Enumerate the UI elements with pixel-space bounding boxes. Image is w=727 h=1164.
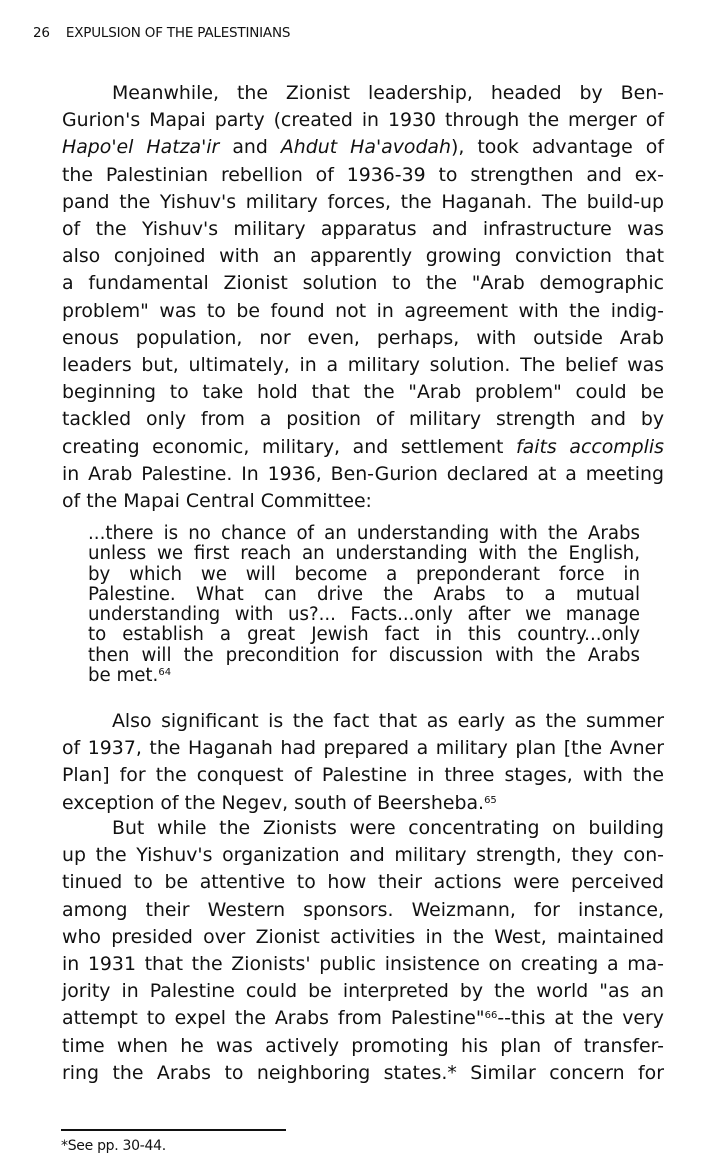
p3-line-4: among their Western sponsors. Weizmann, for instance,	[62, 898, 664, 921]
p1-line-5: pand the Yishuv's military forces, the Haganah. The build-up	[62, 190, 664, 213]
p3-line-10: ring the Arabs to neighboring states.* Similar concern for	[62, 1061, 664, 1084]
p1-line-13: tackled only from a position of military strength and by	[62, 408, 664, 431]
running-title: EXPULSION OF THE PALESTINIANS	[65, 25, 291, 41]
p2-line-2: of 1937, the Haganah had prepared a military plan [the Avner	[62, 737, 664, 760]
page-number: 26	[33, 25, 50, 41]
footnote: *See pp. 30-44.	[61, 1138, 166, 1154]
p1-line-16: of the Mapai Central Committee:	[62, 490, 372, 513]
quote-line-8: be met.$^{64}$	[88, 665, 172, 687]
running-header	[33, 25, 290, 41]
p3-line-3: tinued to be attentive to how their actions were perceived	[62, 871, 664, 894]
p1-line-4: the Palestinian rebellion of 1936-39 to strengthen and ex-	[62, 163, 664, 186]
p1-line-2: Gurion's Mapai party (created in 1930 through the merger of	[62, 109, 664, 132]
p2-line-4: exception of the Negev, south of Beersheba.$^{65}$	[62, 791, 497, 814]
quote-line-5: understanding with us?... Facts...only after we manage	[88, 604, 640, 626]
paragraph-2	[62, 708, 664, 817]
p1-line-6: of the Yishuv's military apparatus and infrastructure was	[62, 218, 664, 241]
p3-line-2: up the Yishuv's organization and military strength, they con-	[62, 844, 664, 867]
footnote-ref-64[interactable]: 64	[158, 667, 172, 679]
p1-line-3: Hapo'el Hatza'ir and Ahdut Ha'avodah), took advantage of	[62, 136, 664, 159]
p3-line-6: in 1931 that the Zionists' public insistence on creating a ma-	[62, 953, 664, 976]
footnote-divider	[61, 1129, 286, 1131]
p1-line-10: enous population, nor even, perhaps, with outside Arab	[62, 326, 664, 349]
quote-line-4: Palestine. What can drive the Arabs to a mutual	[88, 583, 640, 605]
p3-line-9: time when he was actively promoting his plan of transfer-	[62, 1034, 664, 1057]
p1-line-12: beginning to take hold that the "Arab problem" could be	[62, 381, 664, 404]
quote-line-2: unless we first reach an understanding with the English,	[88, 543, 640, 565]
quote-line-3: by which we will become a preponderant force in	[88, 563, 640, 585]
quote-line-1: ...there is no chance of an understanding with the Arabs	[88, 523, 640, 544]
footnote-ref-66[interactable]: 66	[484, 1010, 498, 1022]
p2-line-3: Plan] for the conquest of Palestine in three stages, with the	[62, 764, 664, 787]
p2-line-1: Also significant is the fact that as early as the summer	[112, 710, 664, 732]
quote-line-6: to establish a great Jewish fact in this country...only	[88, 624, 640, 646]
p1-line-14: creating economic, military, and settlement faits accomplis	[62, 435, 665, 458]
p3-line-8: attempt to expel the Arabs from Palestine"$^{66}$--this at the very	[62, 1007, 664, 1030]
p3-line-7: jority in Palestine could be interpreted by the world "as an	[62, 980, 664, 1003]
p1-line-9: problem" was to be found not in agreement with the indig-	[62, 299, 664, 322]
p1-line-8: a fundamental Zionist solution to the "Arab demographic	[62, 272, 664, 295]
quote-line-7: then will the precondition for discussion with the Arabs	[88, 644, 640, 666]
p1-line-1: Meanwhile, the Zionist leadership, headed by Ben-	[112, 82, 664, 104]
p1-line-11: leaders but, ultimately, in a military solution. The belief was	[62, 354, 664, 377]
p1-line-15: in Arab Palestine. In 1936, Ben-Gurion declared at a meeting	[62, 462, 664, 485]
paragraph-3	[62, 815, 664, 1087]
block-quote	[88, 524, 640, 686]
p3-line-5: who presided over Zionist activities in the West, maintained	[62, 925, 664, 948]
p3-line-1: But while the Zionists were concentrating on building	[112, 817, 664, 839]
footnote-ref-65[interactable]: 65	[484, 794, 497, 806]
p1-line-7: also conjoined with an apparently growing conviction that	[62, 245, 664, 268]
paragraph-1	[62, 80, 664, 515]
